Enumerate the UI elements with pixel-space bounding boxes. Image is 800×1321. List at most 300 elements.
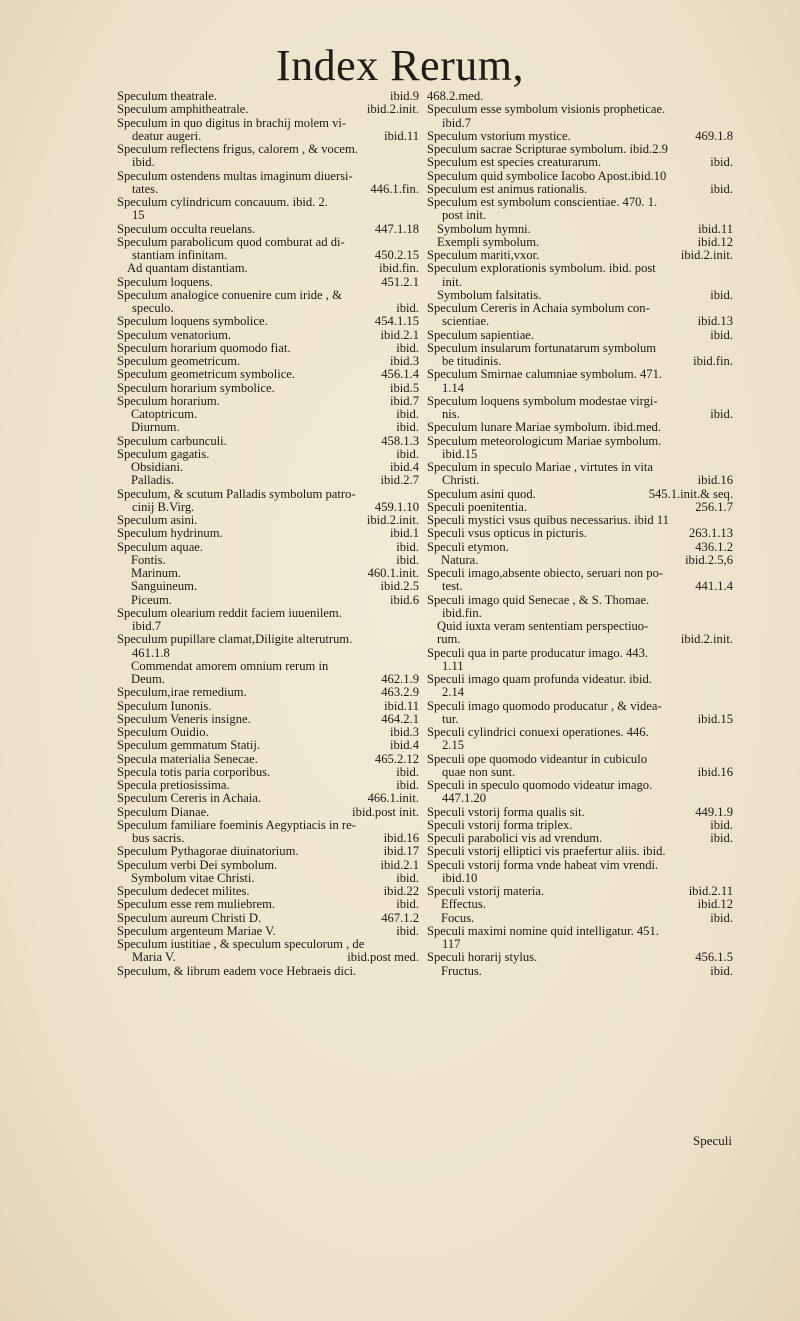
page-reference: 456.1.4	[381, 368, 419, 382]
index-entry-line	[117, 925, 419, 938]
index-entry	[427, 541, 733, 554]
index-entry-line	[427, 527, 733, 540]
index-entry-line	[427, 209, 733, 222]
page-reference: 467.1.2	[381, 911, 419, 925]
page-reference: ibid.	[396, 540, 419, 554]
entry-text: Speculum olearium reddit faciem iuuenilem.	[117, 606, 342, 620]
page-reference: ibid.4	[389, 739, 419, 753]
entry-text: 1.11	[442, 659, 464, 673]
entry-text: Speculum Dianae.	[117, 805, 210, 819]
index-entry	[427, 368, 733, 395]
index-entry	[427, 726, 733, 753]
index-entry-line	[117, 368, 419, 381]
entry-text: tur.	[442, 712, 459, 726]
entry-text: nis.	[442, 408, 460, 421]
index-entry-line	[117, 408, 419, 421]
index-entry	[117, 395, 419, 408]
entry-text: Speculum theatrale.	[117, 90, 218, 103]
entry-text: Speculi ope quomodo videantur in cubiculo	[427, 752, 647, 766]
index-entry	[427, 912, 733, 925]
page-reference: ibid.22	[383, 885, 419, 898]
index-entry-line	[117, 170, 419, 183]
index-entry	[117, 289, 419, 316]
index-entry-line	[427, 395, 733, 408]
index-entry	[427, 806, 733, 819]
index-entry-line	[427, 660, 733, 673]
page-reference: ibid.	[396, 421, 419, 435]
index-entry-line	[427, 501, 733, 514]
entry-text: Speculum argenteum Mariae V.	[117, 924, 276, 938]
index-entry	[117, 448, 419, 461]
entry-text: Speculum loquens.	[117, 275, 213, 289]
index-entry	[427, 527, 733, 540]
entry-text: Speculum iustitiae , & speculum speculorum , de	[117, 938, 365, 951]
index-entry	[117, 859, 419, 872]
index-entry	[117, 368, 419, 381]
index-entry	[427, 859, 733, 886]
entry-text: stantiam infinitam.	[132, 249, 228, 262]
index-entry	[427, 647, 733, 674]
entry-text: Speculum ostendens multas imaginum diuersi-	[117, 169, 353, 183]
index-entry-line	[427, 832, 733, 845]
page-reference: 447.1.18	[374, 222, 419, 236]
page-reference: ibid.2.init.	[680, 249, 733, 262]
index-entry	[117, 421, 419, 434]
page-reference: ibid.2.7	[380, 474, 419, 488]
index-entry	[117, 196, 419, 223]
page-reference: 263.1.13	[688, 527, 733, 541]
entry-text: Ad quantam distantiam.	[127, 262, 248, 276]
entry-text: Speculum Iunonis.	[117, 699, 212, 713]
entry-text: Speculum explorationis symbolum. ibid. post	[427, 262, 656, 276]
page-reference: ibid.2.init.	[366, 103, 419, 117]
entry-text: Speculum asini quod.	[427, 487, 536, 501]
entry-text: Specula totis paria corporibus.	[117, 765, 271, 779]
index-entry-line	[117, 143, 419, 156]
index-entry	[427, 143, 733, 156]
index-entry	[117, 355, 419, 368]
page-reference: ibid.	[710, 408, 733, 421]
index-entry	[117, 408, 419, 421]
index-entry-line	[427, 912, 733, 925]
page-reference: ibid.2.5,6	[685, 553, 733, 567]
entry-text: Speculum meteorologicum Mariae symbolum.	[427, 434, 662, 448]
entry-text: Exempli symbolum.	[437, 235, 540, 249]
index-entry-line	[117, 872, 419, 885]
index-entry-line	[427, 170, 733, 183]
entry-text: Speculum loquens symbolice.	[117, 315, 268, 329]
entry-text: Speculum in speculo Mariae , virtutes in vita	[427, 461, 653, 474]
entry-text: Palladis.	[131, 474, 175, 488]
entry-text: ibid.15	[442, 447, 478, 461]
index-entry-line	[117, 885, 419, 898]
entry-text: ibid.fin.	[442, 606, 482, 620]
page-reference: 441.1.4	[695, 580, 733, 594]
entry-text: Speculum horarium.	[117, 394, 220, 408]
index-entry	[427, 700, 733, 727]
page-reference: ibid.4	[389, 461, 419, 474]
entry-text: speculo.	[132, 302, 174, 315]
index-entry-line	[427, 753, 733, 766]
entry-text: Speculi parabolici vis ad vrendum.	[427, 832, 603, 845]
index-entry-line	[117, 766, 419, 779]
index-entry	[427, 925, 733, 952]
index-entry-line	[117, 633, 419, 646]
index-entry-line	[427, 461, 733, 474]
entry-text: Speculi mystici vsus quibus necessarius. ibid 11	[427, 514, 669, 527]
index-entry	[427, 514, 733, 527]
index-entry-line	[117, 845, 419, 858]
entry-text: Speculum gemmatum Statij.	[117, 739, 261, 753]
entry-text: Speculi cylindrici conuexi operationes. 446.	[427, 726, 649, 739]
entry-text: Christi.	[442, 474, 480, 488]
page-reference: ibid.9	[389, 90, 419, 103]
entry-text: Speculi imago quid Senecae , & S. Thomae.	[427, 593, 650, 607]
entry-text: Speculum est symbolum conscientiae. 470. 1.	[427, 196, 658, 209]
index-entry	[117, 607, 419, 634]
entry-text: Speculum Veneris insigne.	[117, 712, 251, 726]
entry-text: Speculum Ouidio.	[117, 726, 209, 739]
index-entry-line	[427, 143, 733, 156]
entry-text: Speculum cylindricum concauum. ibid. 2.	[117, 196, 328, 209]
index-entry	[427, 965, 733, 978]
index-entry-line	[117, 249, 419, 262]
page-reference: ibid.2.5	[380, 580, 419, 594]
index-entry-line	[117, 117, 419, 130]
entry-text: Specula pretiosissima.	[117, 779, 230, 792]
entry-text: Speculum occulta reuelans.	[117, 222, 256, 236]
index-entry-line	[117, 329, 419, 342]
index-entry	[117, 315, 419, 328]
index-entry	[117, 633, 419, 660]
page-reference: ibid.3	[389, 355, 419, 368]
page-reference: ibid.1	[389, 527, 419, 541]
page-reference: ibid.3	[389, 726, 419, 739]
index-entry-line	[117, 567, 419, 580]
index-entry	[117, 925, 419, 938]
index-entry-line	[117, 527, 419, 540]
entry-text: Speculum insularum fortunatarum symbolum	[427, 341, 657, 355]
index-entry-line	[117, 276, 419, 289]
index-entry	[117, 554, 419, 567]
entry-text: Speculi vstorij materia.	[427, 885, 545, 898]
entry-text: Speculum, & scutum Palladis symbolum patro-	[117, 487, 356, 501]
page-reference: ibid.16	[697, 474, 733, 488]
index-entry-line	[427, 713, 733, 726]
index-entry-line	[427, 156, 733, 169]
index-entry	[427, 289, 733, 302]
entry-text: Speculum est animus rationalis.	[427, 182, 588, 196]
index-entry-line	[117, 898, 419, 911]
page-reference: 451.2.1	[381, 275, 419, 289]
entry-text: bus sacris.	[132, 832, 185, 845]
page-reference: ibid.	[396, 779, 419, 792]
page-reference: ibid.7	[389, 394, 419, 408]
index-entry	[117, 435, 419, 448]
entry-text: tates.	[132, 182, 159, 196]
index-entry	[117, 898, 419, 911]
index-entry-line	[427, 872, 733, 885]
index-entry	[117, 753, 419, 766]
entry-text: Speculum analogice conuenire cum iride , &	[117, 288, 342, 302]
index-entry	[427, 249, 733, 262]
entry-text: Speculum carbunculi.	[117, 434, 227, 448]
index-entry	[117, 103, 419, 116]
entry-text: Speculum Smirnae calumniae symbolum. 471.	[427, 368, 663, 382]
page-reference: ibid.post init.	[352, 805, 419, 819]
index-entry-line	[117, 554, 419, 567]
page-reference: ibid.12	[697, 235, 733, 249]
page-reference: ibid.2.init.	[366, 514, 419, 527]
index-entry-line	[427, 196, 733, 209]
page-reference: ibid.2.1	[380, 328, 419, 342]
page-reference: ibid.13	[697, 315, 733, 329]
index-entry-line	[117, 395, 419, 408]
page-title: Index Rerum,	[276, 41, 524, 90]
index-entry	[117, 342, 419, 355]
index-entry-line	[427, 342, 733, 355]
index-entry-line	[117, 474, 419, 487]
index-entry-line	[427, 859, 733, 872]
index-entry-line	[427, 541, 733, 554]
index-entry	[427, 951, 733, 964]
index-entry-line	[427, 965, 733, 978]
index-entry	[427, 898, 733, 911]
entry-text: Speculi vstorij forma vnde habeat vim vrendi.	[427, 858, 659, 872]
index-entry-line	[427, 289, 733, 302]
index-entry-line	[117, 912, 419, 925]
index-entry-line	[427, 514, 733, 527]
page-reference: ibid.	[396, 341, 419, 355]
page-reference: 450.2.15	[374, 249, 419, 262]
entry-text: Speculi vsus opticus in picturis.	[427, 527, 587, 541]
entry-text: Quid iuxta veram sententiam perspectiuo-	[437, 620, 649, 633]
page-reference: 256.1.7	[695, 500, 733, 514]
page-reference: ibid.11	[384, 129, 419, 143]
index-entry	[427, 673, 733, 700]
entry-text: Speculum est species creaturarum.	[427, 156, 602, 170]
index-entry-line	[117, 461, 419, 474]
index-entry	[427, 170, 733, 183]
page-reference: ibid.	[396, 408, 419, 421]
page-reference: 463.2.9	[381, 686, 419, 700]
entry-text: Sanguineum.	[131, 580, 198, 594]
entry-text: test.	[442, 580, 463, 594]
entry-text: post init.	[442, 209, 487, 223]
index-entry	[117, 262, 419, 275]
index-entry	[117, 143, 419, 170]
index-entry	[427, 501, 733, 514]
entry-text: Speculi vstorij elliptici vis praefertur aliis. ibid.	[427, 845, 666, 859]
entry-text: Speculi horarij stylus.	[427, 951, 538, 965]
entry-text: Speculum loquens symbolum modestae virgi-	[427, 394, 658, 408]
catchword: Speculi	[693, 1133, 732, 1148]
entry-text: Speculum aureum Christi D.	[117, 911, 262, 925]
page-reference: ibid.12	[697, 898, 733, 912]
index-entry-line	[427, 448, 733, 461]
index-entry	[117, 912, 419, 925]
entry-text: 461.1.8	[132, 646, 170, 660]
page-reference: ibid.	[396, 924, 419, 938]
entry-text: Speculum lunare Mariae symbolum. ibid.med.	[427, 421, 661, 435]
index-entry-line	[117, 686, 419, 699]
entry-text: 2.14	[442, 686, 465, 700]
index-entry	[427, 103, 733, 130]
index-entry-line	[117, 700, 419, 713]
index-entry-line	[427, 580, 733, 593]
index-entry	[427, 329, 733, 342]
entry-text: Speculi imago quam profunda videatur. ibid.	[427, 673, 652, 686]
entry-text: cinij B.Virg.	[132, 500, 195, 514]
entry-text: Speculum Pythagorae diuinatorium.	[117, 845, 299, 859]
index-entry-line	[427, 607, 733, 620]
index-entry	[117, 514, 419, 527]
entry-text: deatur augeri.	[132, 129, 202, 143]
index-entry-line	[117, 647, 419, 660]
index-entry-line	[117, 580, 419, 593]
index-entry-line	[117, 607, 419, 620]
index-entry-line	[427, 739, 733, 752]
index-entry-line	[427, 355, 733, 368]
index-entry-line	[117, 660, 419, 673]
page-reference: ibid.16	[383, 832, 419, 845]
index-entry-line	[427, 806, 733, 819]
index-entry-line	[117, 315, 419, 328]
entry-text: Speculum vstorium mystice.	[427, 129, 571, 143]
page-reference: 462.1.9	[381, 673, 419, 686]
index-entry-line	[117, 302, 419, 315]
entry-text: Speculum pupillare clamat,Diligite alterutrum.	[117, 633, 353, 647]
page-reference: ibid.	[396, 765, 419, 779]
index-entry-line	[427, 554, 733, 567]
index-entry	[117, 170, 419, 197]
index-entry-line	[117, 514, 419, 527]
entry-text: Maria V.	[132, 951, 176, 965]
index-entry-line	[427, 435, 733, 448]
entry-text: Speculum parabolicum quod comburat ad di-	[117, 235, 345, 249]
index-entry-line	[117, 832, 419, 845]
page-reference: ibid.2.11	[688, 885, 733, 898]
index-entry-line	[427, 925, 733, 938]
index-entry-line	[117, 488, 419, 501]
page-reference: ibid.fin.	[379, 262, 419, 276]
page-reference: 446.1.fin.	[370, 182, 419, 196]
index-entry-line	[117, 673, 419, 686]
index-entry	[117, 276, 419, 289]
index-entry-line	[427, 766, 733, 779]
entry-text: Fontis.	[131, 553, 166, 567]
page-reference: ibid.	[710, 182, 733, 196]
page-reference: ibid.	[710, 156, 733, 170]
index-entry-line	[427, 885, 733, 898]
index-entry	[117, 461, 419, 474]
page-reference: ibid.	[396, 871, 419, 885]
index-entry	[427, 753, 733, 780]
index-entry	[427, 90, 733, 103]
index-entry	[117, 580, 419, 593]
page-reference: 465.2.12	[374, 752, 419, 766]
entry-text: Speculi in speculo quomodo videatur imago.	[427, 779, 653, 792]
index-entry-line	[427, 938, 733, 951]
index-entry-line	[117, 289, 419, 302]
page-reference: ibid.2.1	[380, 858, 419, 872]
page-reference: 460.1.init.	[367, 567, 419, 580]
index-entry	[117, 90, 419, 103]
entry-text: Obsidiani.	[131, 461, 184, 474]
entry-text: Symbolum falsitatis.	[437, 288, 542, 302]
index-entry	[117, 739, 419, 752]
page-reference: ibid.	[710, 328, 733, 342]
index-entry	[427, 779, 733, 806]
entry-text: Piceum.	[131, 593, 172, 607]
entry-text: Marinum.	[131, 567, 182, 580]
entry-text: Speculi qua in parte producatur imago. 443.	[427, 646, 649, 660]
index-entry-line	[117, 792, 419, 805]
page-reference: 459.1.10	[374, 500, 419, 514]
index-entry-line	[117, 209, 419, 222]
entry-text: Catoptricum.	[131, 408, 198, 421]
index-entry-line	[117, 620, 419, 633]
index-entry-line	[117, 806, 419, 819]
index-entry-line	[427, 117, 733, 130]
index-entry	[117, 117, 419, 144]
index-entry-line	[427, 951, 733, 964]
index-entry-line	[427, 302, 733, 315]
index-entry	[427, 196, 733, 223]
index-entry-line	[117, 859, 419, 872]
index-entry-line	[117, 726, 419, 739]
index-entry-line	[427, 474, 733, 487]
entry-text: ibid.7	[442, 116, 472, 130]
index-entry-line	[427, 329, 733, 342]
index-entry	[117, 594, 419, 607]
entry-text: Symbolum hymni.	[437, 222, 531, 236]
index-entry	[427, 302, 733, 329]
entry-text: Speculum,irae remedium.	[117, 686, 247, 700]
index-entry-line	[427, 130, 733, 143]
index-entry-line	[427, 845, 733, 858]
index-entry	[117, 700, 419, 713]
index-entry	[117, 819, 419, 846]
entry-text: Speculum sacrae Scripturae symbolum. ibid.2.9	[427, 143, 668, 156]
page-reference: ibid.	[396, 447, 419, 461]
page-reference: 436.1.2	[695, 540, 733, 554]
entry-text: Speculi maximi nomine quid intelligatur. 451.	[427, 924, 659, 938]
index-column-left	[117, 90, 419, 978]
index-entry	[427, 594, 733, 621]
entry-text: Speculum verbi Dei symbolum.	[117, 858, 278, 872]
index-entry-line	[427, 262, 733, 275]
page-reference: 454.1.15	[374, 315, 419, 329]
index-entry	[117, 329, 419, 342]
index-entry-line	[427, 183, 733, 196]
index-entry-line	[427, 249, 733, 262]
entry-text: Speculum mariti,vxor.	[427, 249, 540, 262]
page-reference: ibid.15	[697, 712, 733, 726]
page-reference: ibid.6	[389, 593, 419, 607]
entry-text: Speculum Cereris in Achaia symbolum con-	[427, 302, 650, 315]
index-entry-line	[117, 355, 419, 368]
entry-text: 447.1.20	[442, 792, 487, 806]
index-entry	[427, 342, 733, 369]
page-reference: ibid.post med.	[347, 951, 419, 965]
index-entry-line	[117, 541, 419, 554]
page-reference: ibid.	[396, 553, 419, 567]
entry-text: Effectus.	[441, 898, 486, 912]
entry-text: ibid.	[132, 156, 155, 170]
index-entry-line	[117, 90, 419, 103]
index-entry	[117, 792, 419, 805]
